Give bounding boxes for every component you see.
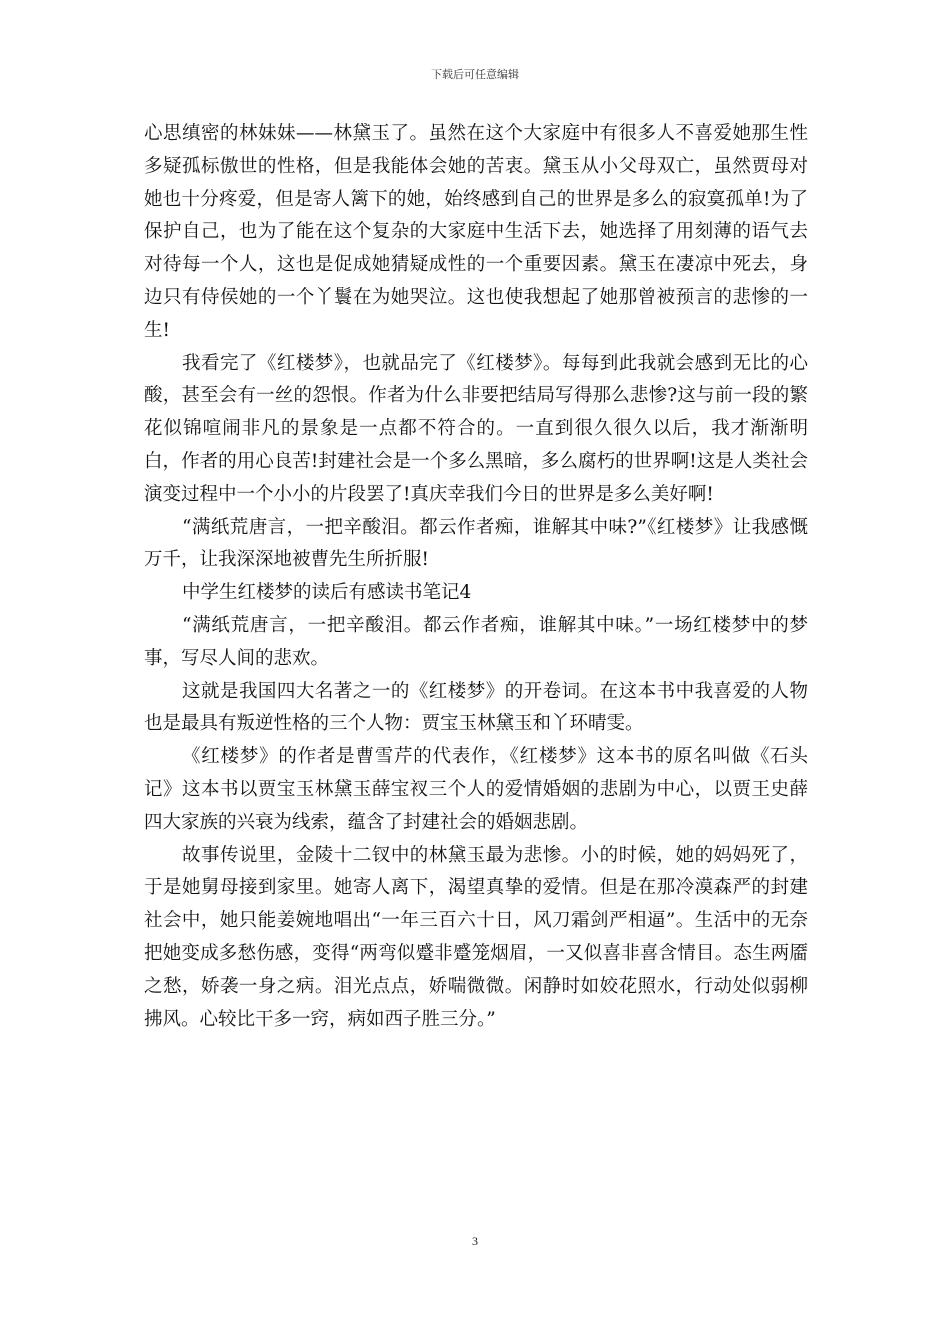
paragraph-3: “满纸荒唐言，一把辛酸泪。都云作者痴，谁解其中味?”《红楼梦》让我感慨万千，让我深深地被曹先生所折服! (144, 516, 808, 571)
paragraph-1: 心思缜密的林妹妹——林黛玉了。虽然在这个大家庭中有很多人不喜爱她那生性多疑孤标傲世的性格，但是我能体会她的苦衷。黛玉从小父母双亡，虽然贾母对她也十分疼爱，但是寄人篱下的她，始终感到自己的世界是多么的寂寞孤单!为了保护自己，也为了能在这个复杂的大家庭中生活下去，她选择了用刻薄的语气去对待每一个人，这也是促成她猜疑成性的一个重要因素。黛玉在凄凉中死去，身边只有侍侯她的一个丫鬟在为她哭泣。这也使我想起了她那曾被预言的悲惨的一生! (144, 123, 808, 341)
paragraph-2: 我看完了《红楼梦》，也就品完了《红楼梦》。每每到此我就会感到无比的心酸，甚至会有一丝的怨恨。作者为什么非要把结局写得那么悲惨?这与前一段的繁花似锦喧闹非凡的景象是一点都不符合的。一直到很久很久以后，我才渐渐明白，作者的用心良苦!封建社会是一个多么黑暗，多么腐朽的世界啊!这是人类社会演变过程中一个小小的片段罢了!真庆幸我们今日的世界是多么美好啊! (144, 352, 808, 505)
document-body (144, 118, 808, 1036)
section-heading: 中学生红楼梦的读后有感读书笔记4 (182, 582, 472, 604)
paragraph-8: 故事传说里，金陵十二钗中的林黛玉最为悲惨。小的时候，她的妈妈死了，于是她舅母接到家里。她寄人离下，渴望真挚的爱情。但是在那冷漠森严的封建社会中，她只能姜婉地唱出“一年三百六十日，风刀霜剑严相逼”。生活中的无奈把她变成多愁伤感，变得“两弯似蹙非蹙笼烟眉，一又似喜非喜含情目。态生两靥之愁，娇袭一身之病。泪光点点，娇喘微微。闲静时如姣花照水，行动处似弱柳拂风。心较比干多一窍，病如西子胜三分。” (144, 844, 808, 1030)
paragraph-6: 这就是我国四大名著之一的《红楼梦》的开卷词。在这本书中我喜爱的人物也是最具有叛逆性格的三个人物：贾宝玉林黛玉和丫环晴雯。 (144, 680, 808, 735)
page-number: 3 (472, 1234, 478, 1248)
paragraph-7: 《红楼梦》的作者是曹雪芹的代表作，《红楼梦》这本书的原名叫做《石头记》这本书以贾宝玉林黛玉薛宝衩三个人的爱情婚姻的悲剧为中心，以贾王史薛四大家族的兴衰为线索，蕴含了封建社会的婚姻悲剧。 (144, 746, 808, 833)
paragraph-5: “满纸荒唐言，一把辛酸泪。都云作者痴，谁解其中味。”一场红楼梦中的梦事，写尽人间的悲欢。 (144, 614, 808, 669)
page-header: 下载后可任意编辑 (431, 68, 519, 81)
